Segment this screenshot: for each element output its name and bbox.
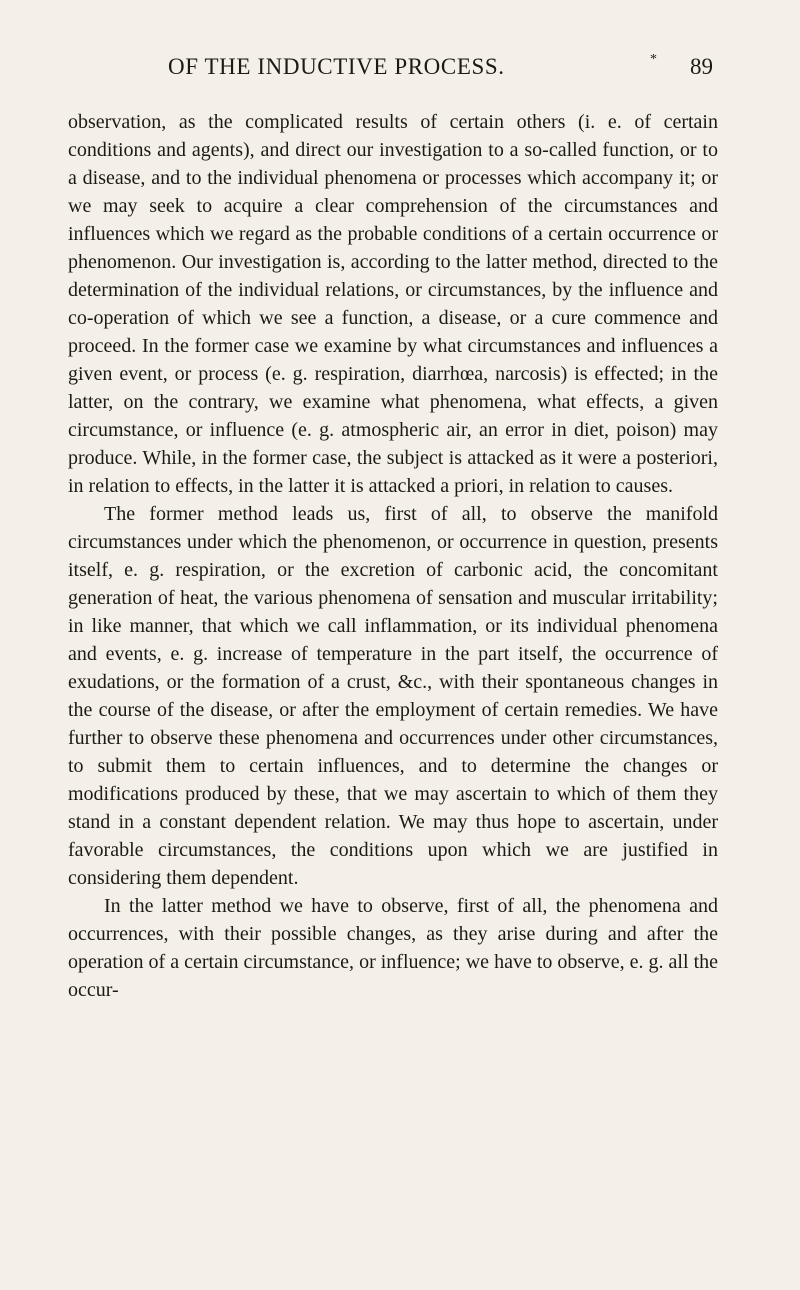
running-head: [60, 54, 760, 88]
body-text: [68, 108, 718, 1004]
paragraph-3: In the latter method we have to observe, first of all, the phenomena and occurrences, with their possible changes, as they arise during and after the operation of a certain circumstance, or influence; we have to observe, e. g. all the occur-: [68, 895, 718, 1001]
ornament-asterisk-icon: *: [650, 52, 657, 67]
paragraph-2: The former method leads us, first of all, to observe the manifold circumstances under which the phenomenon, or occurrence in question, presents itself, e. g. respiration, or the excretion of carbonic acid, the concomitant generation of heat, the various phenomena of sensation and muscular irritability; in like manner, that which we call inflammation, or its individual phenomena and events, e. g. increase of temperature in the part itself, the occurrence of exudations, or the formation of a crust, &c., with their spontaneous changes in the course of the disease, or after the employment of certain remedies. We have further to observe these phenomena and occurrences under other circumstances, to submit them to certain influences, and to determine the changes or modifications produced by these, that we may ascertain to which of them they stand in a constant dependent relation. We may thus hope to ascertain, under favorable circumstances, the conditions upon which we are justified in considering them dependent.: [68, 503, 718, 889]
paragraph-1: observation, as the complicated results of certain others (i. e. of certain conditions and agents), and direct our investigation to a so-called function, or to a disease, and to the individual phenomena or processes which accompany it; or we may seek to acquire a clear comprehension of the circumstances and influences which we regard as the probable conditions of a certain occurrence or phenomenon. Our investigation is, according to the latter method, directed to the determination of the individual relations, or circumstances, by the influence and co-operation of which we see a function, a disease, or a cure commence and proceed. In the former case we examine by what circumstances and influences a given event, or process (e. g. respiration, diarrhœa, narcosis) is effected; in the latter, on the contrary, we examine what phenomena, what effects, a given circumstance, or influence (e. g. atmospheric air, an error in diet, poison) may produce. While, in the former case, the subject is attacked as it were a posteriori, in relation to effects, in the latter it is attacked a priori, in relation to causes.: [68, 111, 718, 497]
running-title: OF THE INDUCTIVE PROCESS.: [168, 54, 505, 79]
page-number: 89: [690, 54, 713, 79]
